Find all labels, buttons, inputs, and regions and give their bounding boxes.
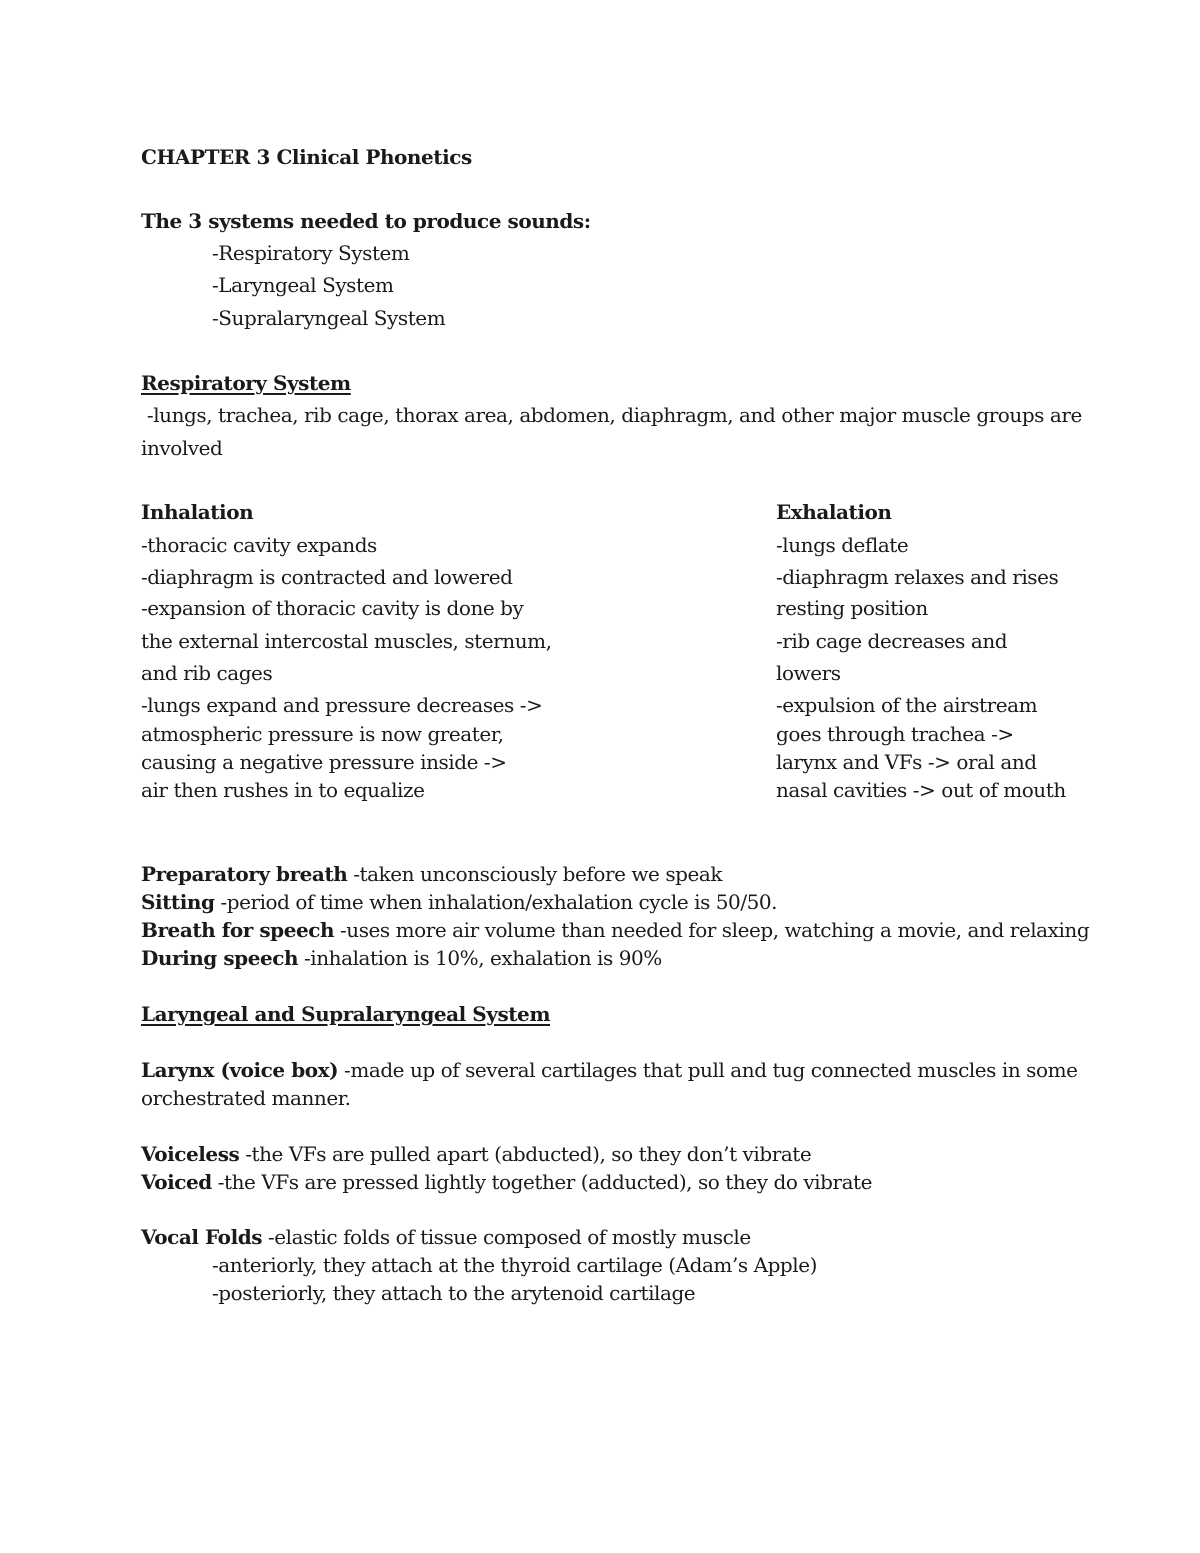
definition-term: Sitting: [141, 890, 215, 914]
respiratory-text: -lungs, trachea, rib cage, thorax area, abdomen, diaphragm, and other major muscle groups are: [141, 403, 1082, 427]
definition-breath-for-speech: [141, 916, 1089, 944]
definition-sitting: [141, 888, 777, 916]
definition-text: -taken unconsciously before we speak: [347, 862, 723, 886]
systems-item: -Laryngeal System: [212, 273, 394, 297]
systems-heading: The 3 systems needed to produce sounds:: [141, 209, 591, 233]
inhalation-line: -thoracic cavity expands: [141, 533, 377, 557]
exhalation-line: lowers: [776, 661, 841, 685]
definition-preparatory-breath: [141, 860, 722, 888]
exhalation-line: -lungs deflate: [776, 533, 909, 557]
exhalation-heading: Exhalation: [776, 500, 892, 524]
definition-term: Larynx (voice box): [141, 1058, 339, 1082]
respiratory-heading: Respiratory System: [141, 371, 351, 395]
inhalation-line: the external intercostal muscles, sternum,: [141, 629, 552, 653]
inhalation-line: air then rushes in to equalize: [141, 778, 425, 802]
exhalation-line: -diaphragm relaxes and rises: [776, 565, 1059, 589]
vocal-folds-sub: -anteriorly, they attach at the thyroid cartilage (Adam’s Apple): [212, 1253, 817, 1277]
definition-term: Voiced: [141, 1170, 212, 1194]
inhalation-line: -lungs expand and pressure decreases ->: [141, 693, 543, 717]
definition-during-speech: [141, 944, 662, 972]
definition-text: -period of time when inhalation/exhalation cycle is 50/50.: [214, 890, 778, 914]
exhalation-line: nasal cavities -> out of mouth: [776, 778, 1066, 802]
larynx-definition: [141, 1056, 1077, 1084]
inhalation-line: and rib cages: [141, 661, 273, 685]
definition-term: Breath for speech: [141, 918, 335, 942]
chapter-title: CHAPTER 3 Clinical Phonetics: [141, 145, 472, 169]
definition-text: -the VFs are pressed lightly together (adducted), so they do vibrate: [211, 1170, 873, 1194]
inhalation-line: atmospheric pressure is now greater,: [141, 722, 504, 746]
exhalation-line: -rib cage decreases and: [776, 629, 1008, 653]
exhalation-line: resting position: [776, 596, 928, 620]
systems-item: -Supralaryngeal System: [212, 306, 446, 330]
definition-term: Vocal Folds: [141, 1225, 263, 1249]
vocal-folds-definition: [141, 1223, 751, 1251]
definition-text: -made up of several cartilages that pull and tug connected muscles in some: [338, 1058, 1078, 1082]
voiceless-definition: [141, 1140, 811, 1168]
definition-term: During speech: [141, 946, 299, 970]
exhalation-line: larynx and VFs -> oral and: [776, 750, 1037, 774]
definition-text: -the VFs are pulled apart (abducted), so they don’t vibrate: [239, 1142, 812, 1166]
systems-item: -Respiratory System: [212, 241, 410, 265]
definition-text: -elastic folds of tissue composed of mostly muscle: [262, 1225, 751, 1249]
larynx-definition-cont: orchestrated manner.: [141, 1086, 351, 1110]
laryngeal-heading: Laryngeal and Supralaryngeal System: [141, 1002, 551, 1026]
definition-term: Voiceless: [141, 1142, 240, 1166]
inhalation-line: -expansion of thoracic cavity is done by: [141, 596, 524, 620]
exhalation-line: -expulsion of the airstream: [776, 693, 1038, 717]
voiced-definition: [141, 1168, 872, 1196]
definition-text: -uses more air volume than needed for sleep, watching a movie, and relaxing: [334, 918, 1090, 942]
inhalation-line: -diaphragm is contracted and lowered: [141, 565, 513, 589]
definition-term: Preparatory breath: [141, 862, 348, 886]
definition-text: -inhalation is 10%, exhalation is 90%: [298, 946, 662, 970]
inhalation-line: causing a negative pressure inside ->: [141, 750, 507, 774]
vocal-folds-sub: -posteriorly, they attach to the arytenoid cartilage: [212, 1281, 696, 1305]
respiratory-text: involved: [141, 436, 223, 460]
exhalation-line: goes through trachea ->: [776, 722, 1014, 746]
inhalation-heading: Inhalation: [141, 500, 254, 524]
